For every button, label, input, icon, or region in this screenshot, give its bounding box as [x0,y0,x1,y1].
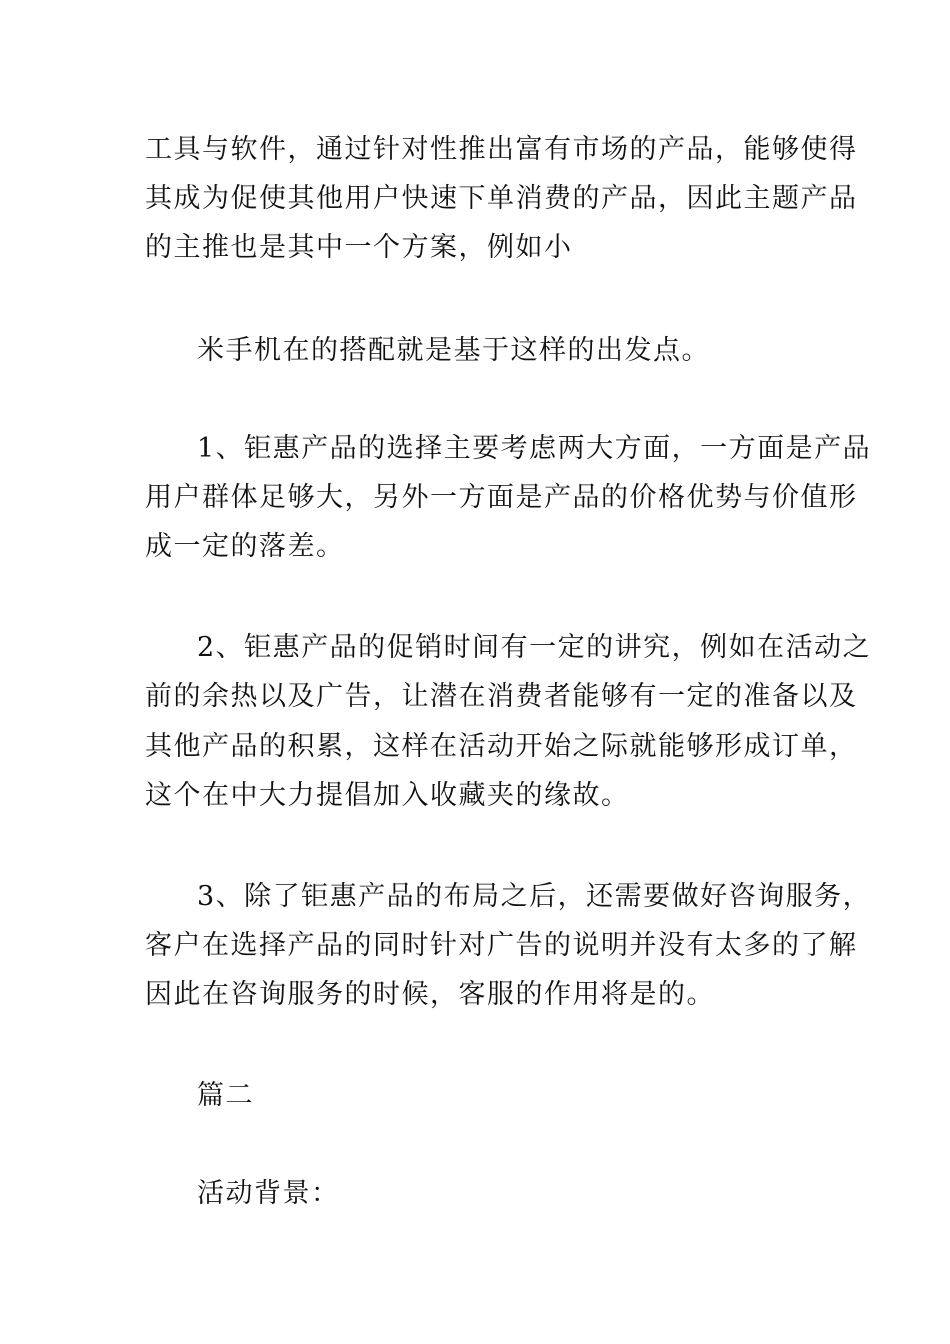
section-heading: 篇二 [197,1080,254,1111]
text-line: 2、钜惠产品的促销时间有一定的讲究，例如在活动之 [197,632,872,663]
text-line: 3、除了钜惠产品的布局之后，还需要做好咨询服务， [197,881,872,912]
text-line: 用户群体足够大，另外一方面是产品的价格优势与价值形 [145,482,858,513]
text-line: 工具与软件，通过针对性推出富有市场的产品，能够使得 [145,134,858,165]
text-line: 前的余热以及广告，让潜在消费者能够有一定的准备以及 [145,681,858,712]
text-line: 客户在选择产品的同时针对广告的说明并没有太多的了解 [145,930,858,961]
text-line: 成一定的落差。 [145,531,345,562]
text-line: 1、钜惠产品的选择主要考虑两大方面，一方面是产品 [197,433,872,464]
text-line: 这个在中大力提倡加入收藏夹的缘故。 [145,780,630,811]
text-line: 其他产品的积累，这样在活动开始之际就能够形成订单， [145,731,858,762]
text-line: 其成为促使其他用户快速下单消费的产品，因此主题产品 [145,183,858,214]
text-line: 活动背景： [197,1178,340,1209]
text-line: 因此在咨询服务的时候，客服的作用将是的。 [145,979,715,1010]
text-line: 的主推也是其中一个方案，例如小 [145,232,573,263]
text-line: 米手机在的搭配就是基于这样的出发点。 [197,335,710,366]
